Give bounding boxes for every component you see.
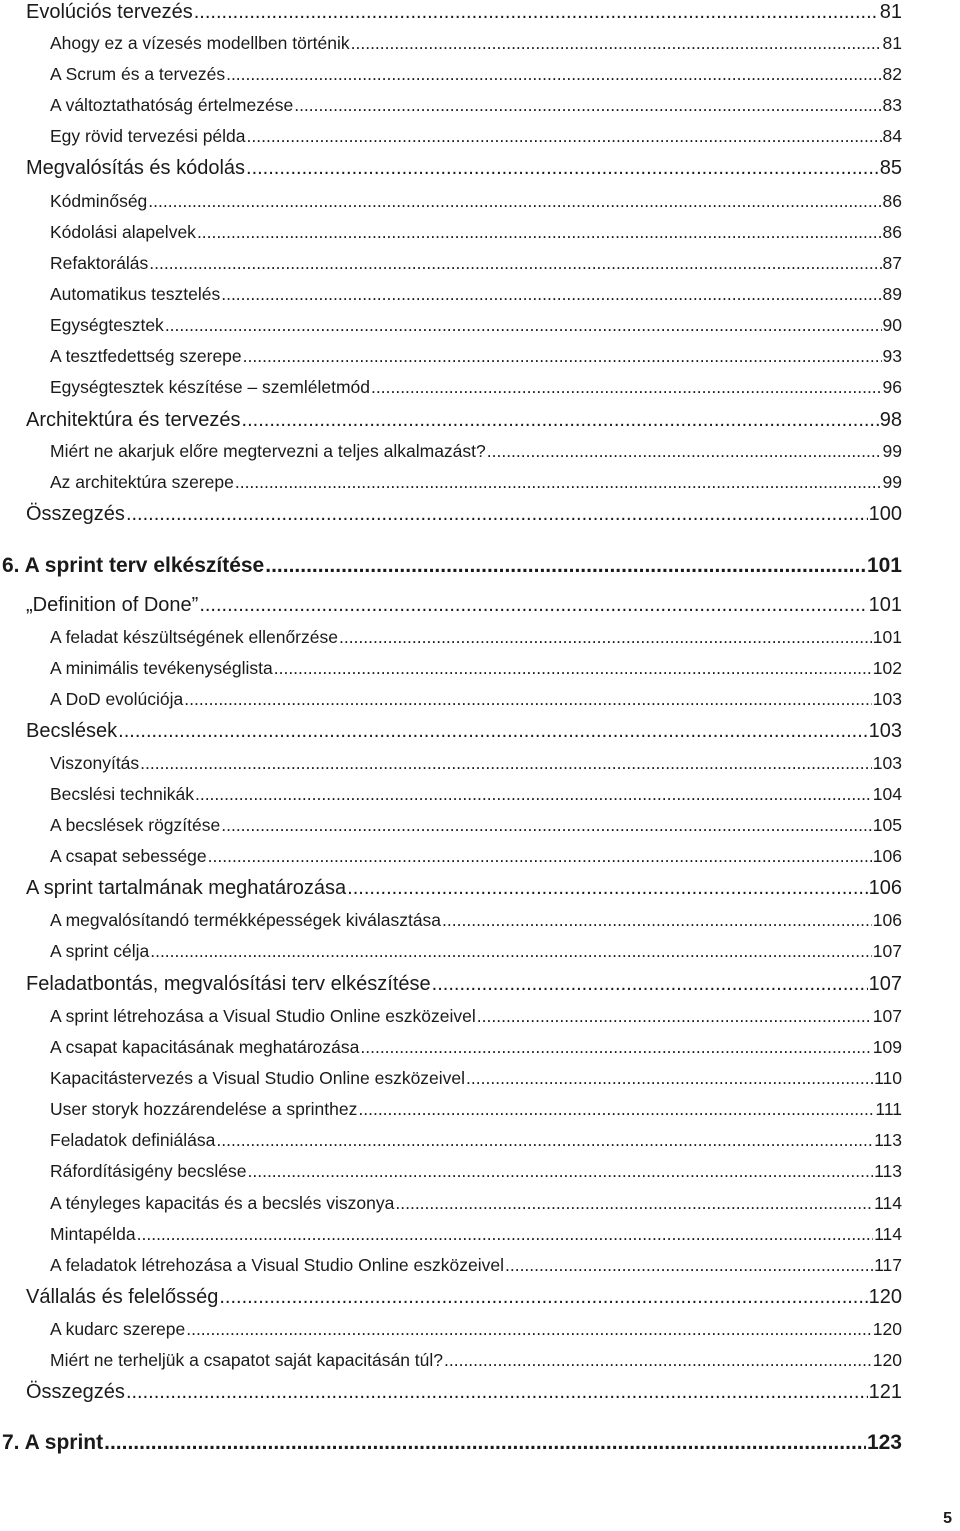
toc-entry-label: Becslési technikák: [50, 784, 194, 804]
toc-entry[interactable]: [50, 97, 902, 115]
toc-entry-page: 81: [882, 33, 902, 53]
toc-entry-page: 103: [872, 753, 902, 773]
toc-entry[interactable]: [50, 691, 902, 709]
dot-leader: [216, 1132, 873, 1150]
dot-leader: [165, 317, 882, 335]
dot-leader: [477, 1008, 872, 1026]
toc-entry[interactable]: [26, 158, 902, 178]
dot-leader: [221, 286, 881, 304]
toc-entry-page: 98: [879, 409, 902, 431]
toc-entry-page: 106: [872, 846, 902, 866]
dot-leader: [442, 912, 872, 930]
toc-entry-label: A feladatok létrehozása a Visual Studio Online eszközeivel: [50, 1255, 504, 1275]
toc-entry-page: 102: [872, 658, 902, 678]
dot-leader: [126, 504, 868, 524]
toc-entry-label: A csapat kapacitásának meghatározása: [50, 1037, 360, 1057]
toc-entry-page: 114: [874, 1193, 902, 1213]
dot-leader: [466, 1070, 873, 1088]
toc-entry-label: Egy rövid tervezési példa: [50, 126, 246, 146]
dot-leader: [274, 660, 872, 678]
toc-entry[interactable]: [26, 410, 902, 430]
toc-entry-label: Egységtesztek: [50, 315, 164, 335]
toc-entry-page: 104: [872, 784, 902, 804]
toc-entry-page: 84: [882, 126, 902, 146]
toc-entry[interactable]: [50, 193, 902, 211]
toc-entry-label: Vállalás és felelősség: [26, 1286, 219, 1308]
toc-entry[interactable]: [50, 912, 902, 930]
toc-entry[interactable]: [50, 817, 902, 835]
toc-entry-page: 99: [882, 472, 902, 492]
toc-entry[interactable]: [50, 224, 902, 242]
dot-leader: [137, 1226, 873, 1244]
toc-entry-label: A Scrum és a tervezés: [50, 64, 226, 84]
dot-leader: [347, 878, 867, 898]
toc-entry-page: 105: [872, 815, 902, 835]
dot-leader: [104, 1432, 866, 1453]
toc-entry-label: Refaktorálás: [50, 253, 149, 273]
toc-entry-label: A sprint tartalmának meghatározása: [26, 877, 347, 899]
toc-entry-page: 114: [874, 1224, 902, 1244]
dot-leader: [126, 1382, 868, 1402]
dot-leader: [184, 691, 872, 709]
toc-entry[interactable]: [50, 317, 902, 335]
toc-entry-page: 123: [866, 1431, 902, 1454]
toc-entry[interactable]: [26, 595, 902, 615]
dot-leader: [294, 97, 881, 115]
toc-entry-label: User storyk hozzárendelése a sprinthez: [50, 1099, 358, 1119]
toc-entry-page: 120: [872, 1319, 902, 1339]
toc-entry-label: Összegzés: [26, 503, 125, 525]
toc-entry-label: A csapat sebessége: [50, 846, 207, 866]
dot-leader: [199, 595, 867, 615]
toc-entry[interactable]: [50, 66, 902, 84]
dot-leader: [246, 158, 879, 178]
toc-entry-label: A megvalósítandó termékképességek kiválasztása: [50, 910, 442, 930]
toc-entry-page: 96: [882, 377, 902, 397]
toc-entry-label: A sprint létrehozása a Visual Studio Online eszközeivel: [50, 1006, 476, 1026]
dot-leader: [247, 128, 882, 146]
toc-entry-page: 117: [874, 1255, 902, 1275]
toc-entry-label: Kódminőség: [50, 191, 148, 211]
toc-entry-label: 6. A sprint terv elkészítése: [2, 554, 265, 577]
dot-leader: [197, 224, 882, 242]
dot-leader: [195, 786, 872, 804]
toc-entry[interactable]: [50, 1132, 902, 1150]
dot-leader: [351, 35, 882, 53]
dot-leader: [186, 1321, 872, 1339]
dot-leader: [118, 721, 867, 741]
toc-entry[interactable]: [50, 379, 902, 397]
dot-leader: [148, 193, 881, 211]
toc-entry-label: A változtathatóság értelmezése: [50, 95, 294, 115]
dot-leader: [219, 1287, 867, 1307]
toc-entry-label: Miért ne akarjuk előre megtervezni a teljes alkalmazást?: [50, 441, 486, 461]
toc-entry-page: 85: [879, 157, 902, 179]
toc-entry[interactable]: [50, 755, 902, 773]
dot-leader: [444, 1352, 872, 1370]
toc-entry[interactable]: [50, 1008, 902, 1026]
toc-entry-label: Kapacitástervezés a Visual Studio Online eszközeivel: [50, 1068, 466, 1088]
toc-entry[interactable]: [50, 474, 902, 492]
toc-entry-page: 111: [875, 1099, 902, 1119]
toc-entry[interactable]: [50, 1039, 902, 1057]
toc-entry[interactable]: [50, 1070, 902, 1088]
toc-entry-page: 89: [882, 284, 902, 304]
toc-entry-label: A feladat készültségének ellenőrzése: [50, 627, 338, 647]
toc-entry-label: A tesztfedettség szerepe: [50, 346, 242, 366]
dot-leader: [371, 379, 882, 397]
dot-leader: [208, 848, 872, 866]
toc-entry-label: Az architektúra szerepe: [50, 472, 234, 492]
dot-leader: [248, 1163, 874, 1181]
toc-entry[interactable]: [50, 660, 902, 678]
toc-entry[interactable]: [26, 974, 902, 994]
toc-entry-label: Ahogy ez a vízesés modellben történik: [50, 33, 350, 53]
toc-entry-page: 86: [882, 222, 902, 242]
toc-entry[interactable]: [50, 1163, 902, 1181]
toc-entry[interactable]: [50, 1101, 902, 1119]
toc-entry[interactable]: [50, 286, 902, 304]
toc-entry-label: A sprint célja: [50, 941, 150, 961]
toc-entry-label: Becslések: [26, 720, 118, 742]
toc-entry-label: Automatikus tesztelés: [50, 284, 221, 304]
dot-leader: [150, 943, 872, 961]
toc-entry[interactable]: [50, 128, 902, 146]
page-number: 5: [943, 1510, 952, 1527]
toc-entry[interactable]: [50, 35, 902, 53]
dot-leader: [487, 443, 882, 461]
toc-entry-page: 113: [874, 1161, 902, 1181]
toc-entry-label: Megvalósítás és kódolás: [26, 157, 246, 179]
toc-entry-page: 107: [868, 973, 902, 995]
toc-entry-page: 87: [882, 253, 902, 273]
toc-entry[interactable]: [50, 348, 902, 366]
toc-entry-page: 107: [872, 1006, 902, 1026]
toc-entry[interactable]: [50, 1257, 902, 1275]
dot-leader: [235, 474, 882, 492]
toc-entry-label: Mintapélda: [50, 1224, 136, 1244]
dot-leader: [360, 1039, 871, 1057]
dot-leader: [339, 629, 872, 647]
dot-leader: [194, 2, 879, 22]
toc-entry-page: 81: [879, 1, 902, 23]
toc-entry[interactable]: [26, 504, 902, 524]
toc-entry-page: 101: [872, 627, 902, 647]
toc-entry-page: 83: [882, 95, 902, 115]
toc-entry-page: 106: [868, 877, 902, 899]
toc-entry-page: 120: [868, 1286, 902, 1308]
toc-entry[interactable]: [50, 1352, 902, 1370]
toc-entry[interactable]: [50, 1226, 902, 1244]
toc-entry-label: A minimális tevékenységlista: [50, 658, 273, 678]
dot-leader: [221, 817, 872, 835]
dot-leader: [243, 348, 882, 366]
toc-entry-page: 103: [868, 720, 902, 742]
toc-entry-label: Egységtesztek készítése – szemléletmód: [50, 377, 371, 397]
dot-leader: [358, 1101, 874, 1119]
toc-entry-label: Feladatok definiálása: [50, 1130, 216, 1150]
toc-entry[interactable]: [50, 629, 902, 647]
toc-entry-page: 101: [866, 554, 902, 577]
toc-entry-page: 90: [882, 315, 902, 335]
dot-leader: [505, 1257, 873, 1275]
toc-entry[interactable]: [50, 848, 902, 866]
toc-entry-page: 121: [868, 1381, 902, 1403]
toc-entry-page: 99: [882, 441, 902, 461]
toc-entry-label: A becslések rögzítése: [50, 815, 221, 835]
toc-entry-page: 93: [882, 346, 902, 366]
toc-entry-label: Viszonyítás: [50, 753, 140, 773]
toc-entry-label: Összegzés: [26, 1381, 125, 1403]
dot-leader: [149, 255, 881, 273]
toc-entry-page: 101: [868, 594, 902, 616]
toc-entry[interactable]: [26, 2, 902, 22]
dot-leader: [226, 66, 881, 84]
toc-entry-page: 120: [872, 1350, 902, 1370]
toc-entry-label: Architektúra és tervezés: [26, 409, 241, 431]
toc-entry-page: 86: [882, 191, 902, 211]
toc-entry[interactable]: [50, 943, 902, 961]
toc-entry-label: A kudarc szerepe: [50, 1319, 186, 1339]
toc-entry-page: 82: [882, 64, 902, 84]
toc-entry-label: „Definition of Done”: [26, 594, 199, 616]
toc-entry-page: 106: [872, 910, 902, 930]
toc-entry-page: 103: [872, 689, 902, 709]
toc-entry[interactable]: [50, 1195, 902, 1213]
toc-chapter[interactable]: [2, 1432, 902, 1453]
toc-entry[interactable]: [50, 443, 902, 461]
dot-leader: [140, 755, 872, 773]
toc-entry[interactable]: [26, 1287, 902, 1307]
toc-entry-page: 107: [872, 941, 902, 961]
toc-entry-label: Kódolási alapelvek: [50, 222, 196, 242]
toc-entry[interactable]: [50, 786, 902, 804]
toc-entry[interactable]: [26, 878, 902, 898]
toc-entry-page: 110: [874, 1068, 902, 1088]
toc-entry[interactable]: [50, 255, 902, 273]
dot-leader: [395, 1195, 873, 1213]
dot-leader: [265, 555, 866, 576]
toc-entry-page: 100: [868, 503, 902, 525]
toc-entry-label: 7. A sprint: [2, 1431, 104, 1454]
toc-entry[interactable]: [50, 1321, 902, 1339]
dot-leader: [432, 974, 868, 994]
toc-entry-page: 113: [874, 1130, 902, 1150]
toc-chapter[interactable]: [2, 555, 902, 576]
toc-entry-label: Miért ne terheljük a csapatot saját kapacitásán túl?: [50, 1350, 443, 1370]
toc-entry-page: 109: [872, 1037, 902, 1057]
toc-entry-label: A DoD evolúciója: [50, 689, 184, 709]
dot-leader: [242, 410, 879, 430]
toc-entry-label: Feladatbontás, megvalósítási terv elkészítése: [26, 973, 431, 995]
toc-entry[interactable]: [26, 1382, 902, 1402]
toc-entry-label: Ráfordításigény becslése: [50, 1161, 247, 1181]
toc-entry-label: Evolúciós tervezés: [26, 1, 193, 23]
toc-entry-label: A tényleges kapacitás és a becslés viszonya: [50, 1193, 395, 1213]
toc-entry[interactable]: [26, 721, 902, 741]
